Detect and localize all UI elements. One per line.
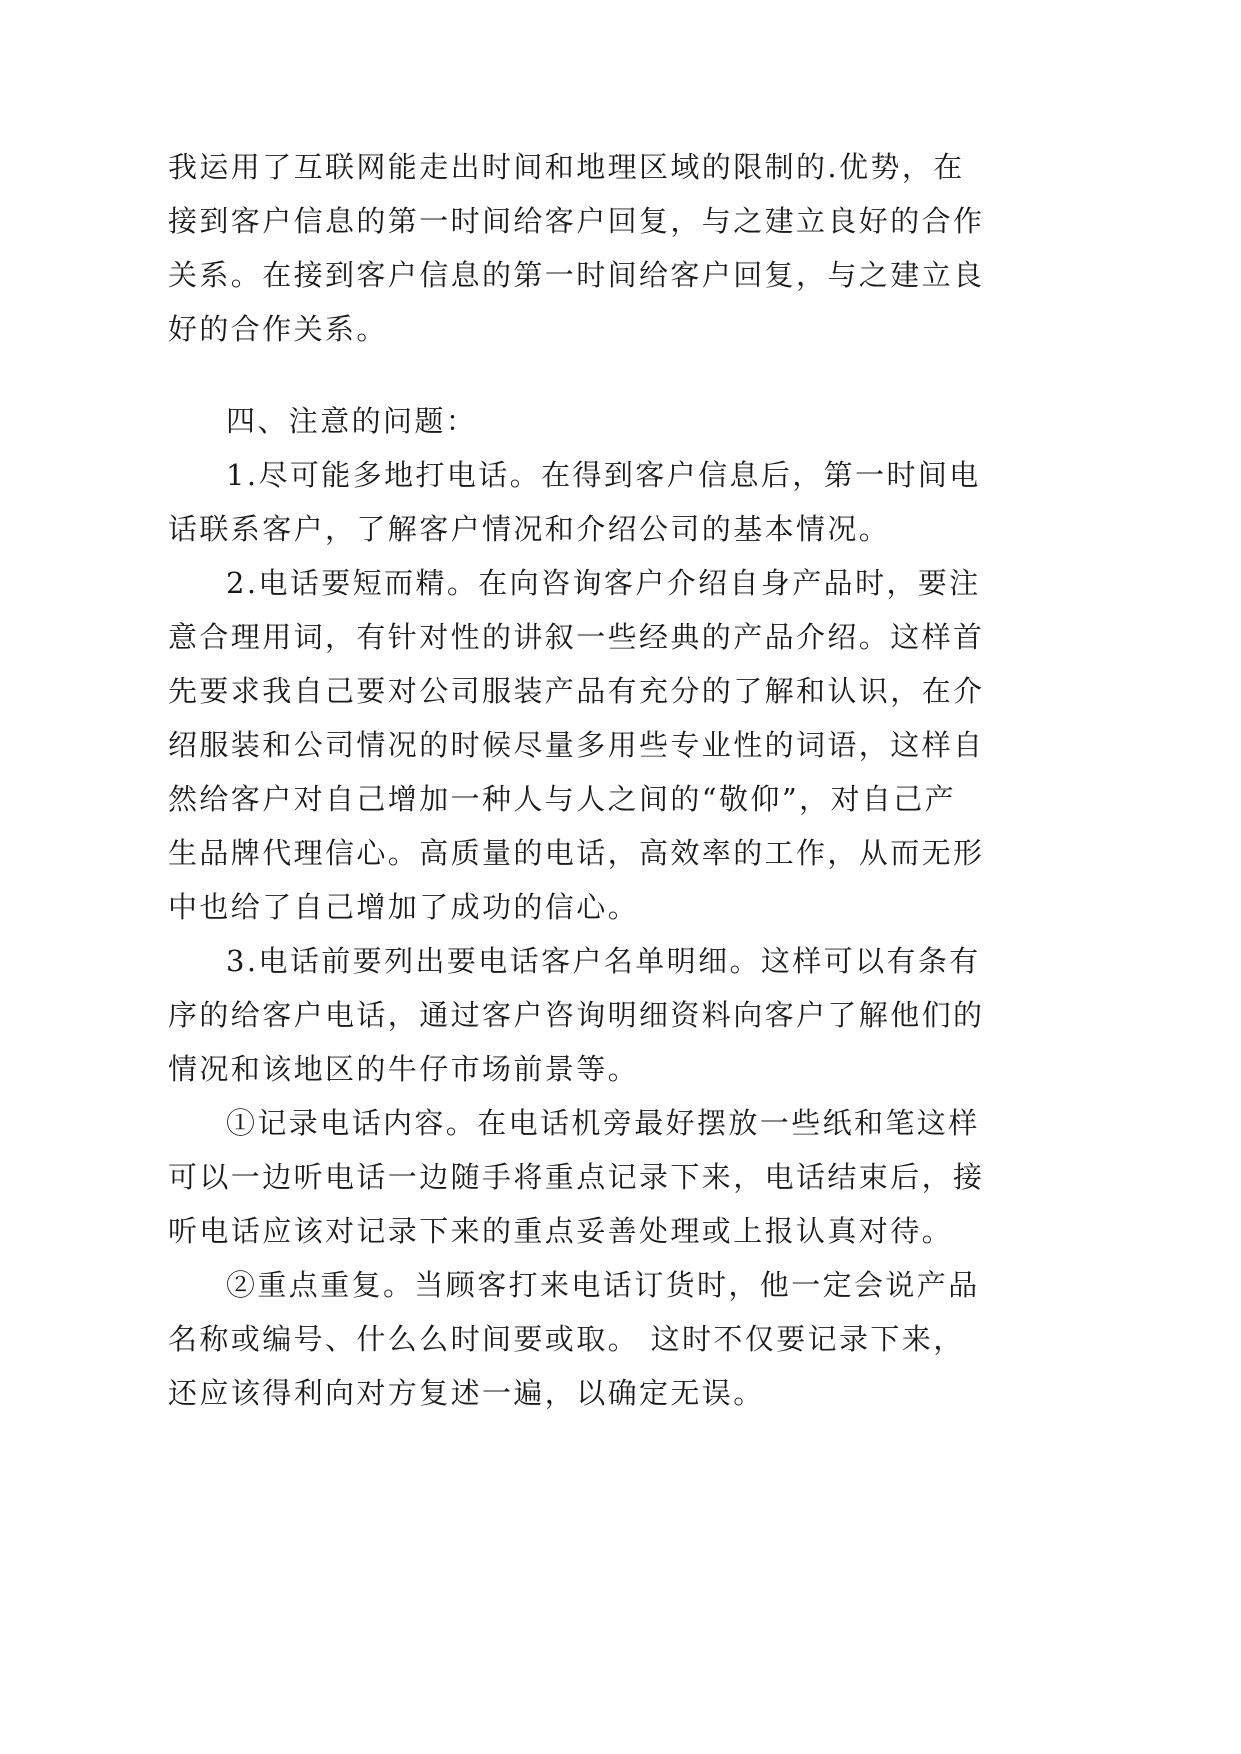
paragraph-line: 接到客户信息的第一时间给客户回复，与之建立良好的合作 [168, 204, 985, 238]
paragraph-spacer [168, 356, 940, 394]
section-heading: 四、注意的问题： [226, 404, 478, 438]
paragraph-line: ②重点重复。当顾客打来电话订货时，他一定会说产品 [226, 1268, 980, 1302]
paragraph-line: 好的合作关系。 [168, 312, 388, 346]
paragraph-line: 2.电话要短而精。在向咨询客户介绍自身产品时，要注 [226, 566, 981, 600]
paragraph-line: 我运用了互联网能走出时间和地理区域的限制的.优势，在 [168, 150, 965, 184]
item-1-paragraph [168, 448, 981, 556]
paragraph-line: ①记录电话内容。在电话机旁最好摆放一些纸和笔这样 [226, 1106, 980, 1140]
intro-paragraph [168, 140, 985, 356]
paragraph-line: 还应该得利向对方复述一遍，以确定无误。 [168, 1376, 765, 1410]
paragraph-line: 先要求我自己要对公司服装产品有充分的了解和认识，在介 [168, 674, 985, 708]
paragraph-line: 名称或编号、什么么时间要或取。 这时不仅要记录下来， [168, 1322, 965, 1356]
paragraph-line: 意合理用词，有针对性的讲叙一些经典的产品介绍。这样首 [168, 620, 985, 654]
paragraph-line: 中也给了自己增加了成功的信心。 [168, 890, 640, 924]
paragraph-line: 生品牌代理信心。高质量的电话，高效率的工作，从而无形 [168, 836, 985, 870]
paragraph-line: 听电话应该对记录下来的重点妥善处理或上报认真对待。 [168, 1214, 954, 1248]
paragraph-line: 序的给客户电话，通过客户咨询明细资料向客户了解他们的 [168, 998, 985, 1032]
item-3-paragraph [168, 934, 985, 1096]
paragraph-line: 绍服装和公司情况的时候尽量多用些专业性的词语，这样自 [168, 728, 985, 762]
document-page [168, 140, 985, 1420]
paragraph-line: 话联系客户，了解客户情况和介绍公司的基本情况。 [168, 512, 891, 546]
paragraph-line: 3.电话前要列出要电话客户名单明细。这样可以有条有 [226, 944, 981, 978]
item-2-paragraph [168, 556, 985, 934]
paragraph-line: 1.尽可能多地打电话。在得到客户信息后，第一时间电 [226, 458, 981, 492]
sub-item-1-paragraph [168, 1096, 985, 1258]
paragraph-line: 然给客户对自己增加一种人与人之间的“敬仰”，对自己产 [168, 782, 957, 816]
sub-item-2-paragraph [168, 1258, 980, 1420]
paragraph-line: 可以一边听电话一边随手将重点记录下来，电话结束后，接 [168, 1160, 985, 1194]
paragraph-line: 情况和该地区的牛仔市场前景等。 [168, 1052, 640, 1086]
paragraph-line: 关系。在接到客户信息的第一时间给客户回复，与之建立良 [168, 258, 985, 292]
